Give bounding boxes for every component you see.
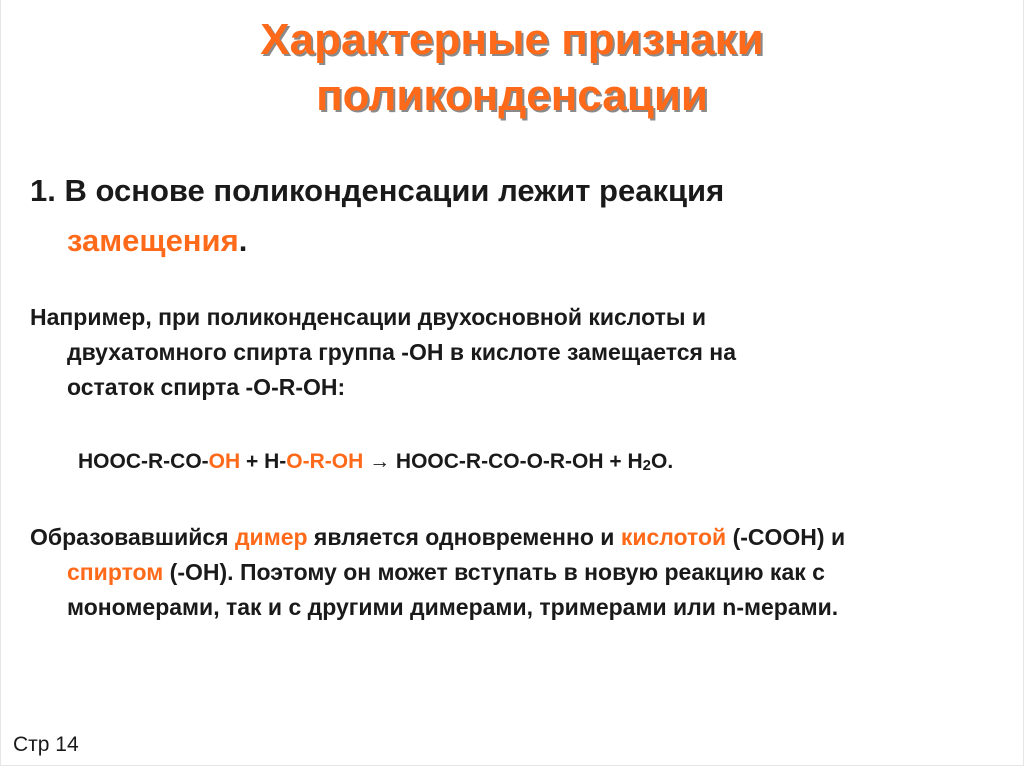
example-line-3: остаток спирта -O-R-OH: [67,374,346,400]
dimer-text-c: является одновременно и [307,524,621,550]
point-1-tail: . [238,223,248,258]
point-1-text: 1. В основе поликонденсации лежит реакция [30,173,725,208]
eq-part-5: HOOC-R-CO-O-R-OH + H [395,450,643,473]
reaction-arrow-icon: → [363,450,396,473]
highlight-alcohol: спиртом [67,559,164,585]
point-1 [30,166,990,266]
example-line-1: Например, при поликонденсации двухосновной кислоты и [30,304,707,330]
highlight-substitution: замещения [67,223,239,258]
slide-title [0,12,1024,124]
eq-part-6: O. [651,450,674,473]
eq-part-1: HOOC-R-CO- [78,450,209,473]
title-line-2: поликонденсации [316,71,708,120]
dimer-line-1 [30,524,845,550]
example-line-2: двухатомного спирта группа -ОН в кислоте замещается на [67,339,736,365]
eq-alcohol-residue: O-R-OH [286,450,364,473]
dimer-text-2b: (-OH). Поэтому он может вступать в новую реакцию как с [163,559,825,585]
point-1-line-2 [30,216,990,266]
eq-part-3: + H- [240,450,287,473]
dimer-line-2 [30,555,1010,590]
dimer-line-3: мономерами, так и с другими димерами, тримерами или n-мерами. [67,594,839,620]
eq-subscript: 2 [642,457,651,474]
page-number: Стр 14 [13,733,79,756]
highlight-acid: кислотой [620,524,727,550]
example-paragraph [30,300,990,405]
dimer-text-a: Образовавшийся [30,524,235,550]
dimer-text-e: (-COOH) и [726,524,846,550]
highlight-dimer: димер [234,524,308,550]
eq-hydroxyl: OH [208,450,241,473]
title-line-1: Характерные признаки [260,15,764,64]
dimer-paragraph [30,520,1010,625]
reaction-equation [78,447,673,481]
